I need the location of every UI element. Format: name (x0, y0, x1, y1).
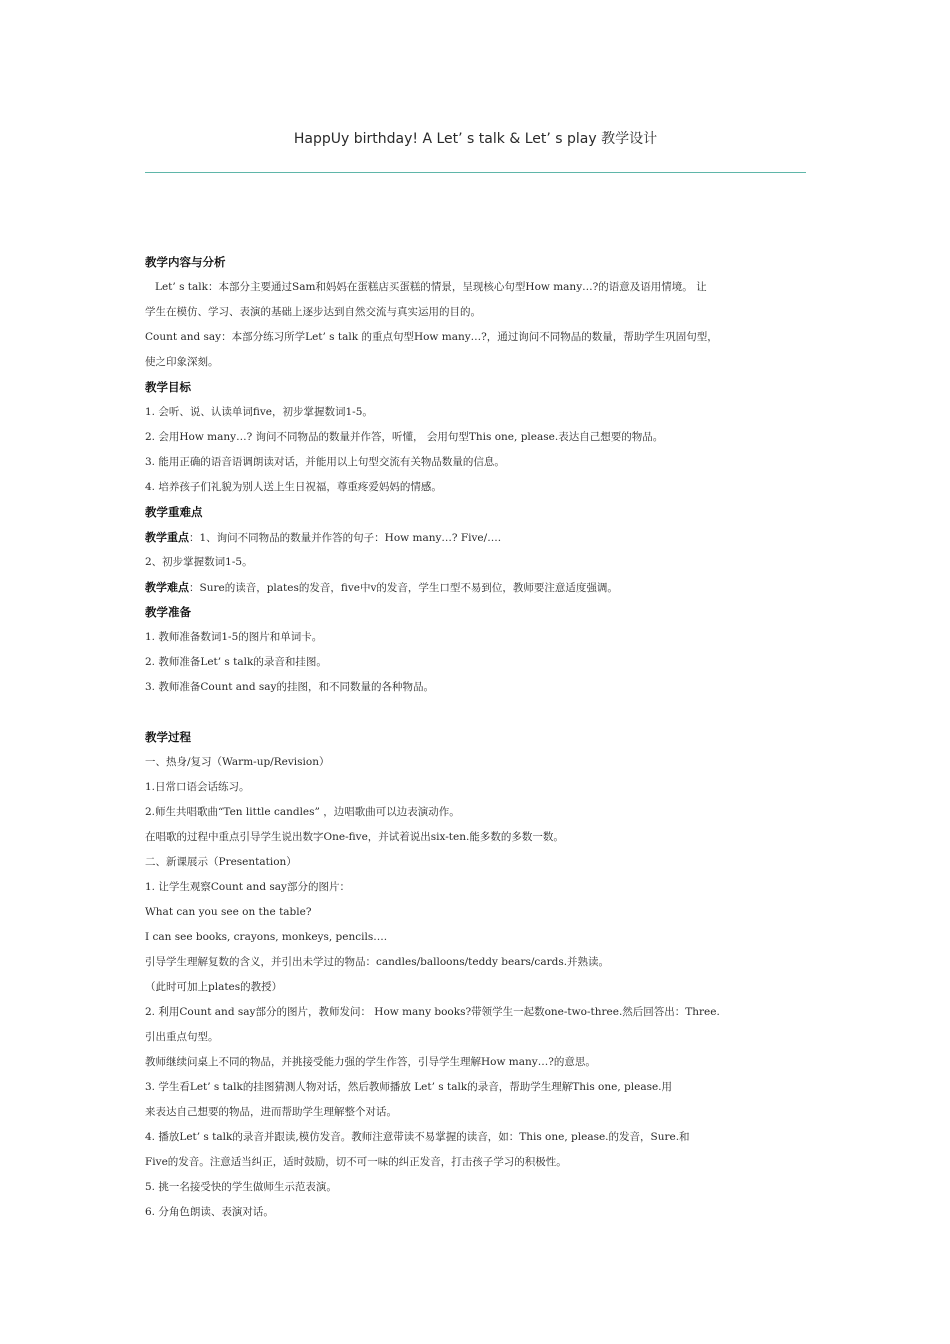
difficult-point-line (145, 575, 810, 600)
objective-item: 2. 会用How many…? 询问不同物品的数量并作答，听懂， 会用句型This one, please.表达自己想要的物品。 (145, 431, 664, 443)
preparation-item: 2. 教师准备Let’ s talk的录音和挂图。 (145, 656, 327, 668)
paragraph-line: 使之印象深刻。 (145, 356, 219, 368)
key-point-text: ：1、询问不同物品的数量并作答的句子：How many…? Five/…. (189, 532, 502, 544)
key-point-label: 教学重点 (145, 531, 189, 544)
key-point-line (145, 525, 810, 550)
objective-item: 1. 会听、说、认读单词five，初步掌握数词1-5。 (145, 406, 373, 418)
process-line: （此时可加上plates的教授） (145, 981, 283, 993)
paragraph-line: 学生在模仿、学习、表演的基础上逐步达到自然交流与真实运用的目的。 (145, 306, 481, 318)
process-line: 来表达自己想要的物品，进而帮助学生理解整个对话。 (145, 1106, 397, 1118)
process-line: 2. 利用Count and say部分的图片，教师发问： How many books?带领学生一起数one-two-three.然后回答出：Three. (145, 1006, 720, 1018)
process-line: Five的发音。注意适当纠正，适时鼓励，切不可一味的纠正发音，打击孩子学习的积极性。 (145, 1156, 567, 1168)
process-line: 引导学生理解复数的含义，并引出未学过的物品：candles/balloons/teddy bears/cards.并熟读。 (145, 956, 610, 968)
preparation-item: 1. 教师准备数词1-5的图片和单词卡。 (145, 631, 323, 643)
paragraph-line: Let’ s talk：本部分主要通过Sam和妈妈在蛋糕店买蛋糕的情景，呈现核心句型How many…?的语意及语用情境。 让 (155, 281, 707, 293)
process-line: 在唱歌的过程中重点引导学生说出数字One-five，并试着说出six-ten.能多数的多数一数。 (145, 831, 564, 843)
process-line: 一、热身/复习（Warm-up/Revision） (145, 756, 330, 768)
blank-line (145, 700, 810, 725)
process-line: 3. 学生看Let’ s talk的挂图猜测人物对话，然后教师播放 Let’ s talk的录音，帮助学生理解This one, please.用 (145, 1081, 673, 1093)
process-line: 5. 挑一名接受快的学生做师生示范表演。 (145, 1181, 337, 1193)
objective-item: 4. 培养孩子们礼貌为别人送上生日祝福，尊重疼爱妈妈的情感。 (145, 481, 442, 493)
process-line: 2.师生共唱歌曲“Ten little candles” ，边唱歌曲可以边表演动作。 (145, 806, 460, 818)
section-heading-preparation: 教学准备 (145, 605, 191, 619)
title-divider (145, 172, 806, 173)
process-line: 4. 播放Let’ s talk的录音并跟读,模仿发音。教师注意带读不易掌握的读音，如：This one, please.的发音，Sure.和 (145, 1131, 690, 1143)
process-line: 教师继续问桌上不同的物品，并挑接受能力强的学生作答，引导学生理解How many…?的意思。 (145, 1056, 596, 1068)
section-heading-objectives: 教学目标 (145, 380, 191, 394)
process-line: I can see books, crayons, monkeys, pencils…. (145, 931, 388, 943)
key-point-line-2: 2、初步掌握数词1-5。 (145, 556, 253, 568)
preparation-item: 3. 教师准备Count and say的挂图，和不同数量的各种物品。 (145, 681, 434, 693)
process-line: What can you see on the table? (145, 906, 312, 918)
paragraph-line: Count and say：本部分练习所学Let’ s talk 的重点句型How many…?，通过询问不同物品的数量，帮助学生巩固句型， (145, 331, 718, 343)
section-heading-process: 教学过程 (145, 730, 191, 744)
section-heading-key-points: 教学重难点 (145, 505, 203, 519)
document-title: HappUy birthday! A Let’ s talk & Let’ s play 教学设计 (293, 131, 658, 147)
difficult-point-label: 教学难点 (145, 581, 189, 594)
process-line: 二、新课展示（Presentation） (145, 856, 297, 868)
section-heading-content-analysis: 教学内容与分析 (145, 255, 226, 269)
document-body (145, 250, 810, 1225)
process-line: 引出重点句型。 (145, 1031, 219, 1043)
process-line: 1.日常口语会话练习。 (145, 781, 250, 793)
process-line: 1. 让学生观察Count and say部分的图片： (145, 881, 350, 893)
process-line: 6. 分角色朗读、表演对话。 (145, 1206, 274, 1218)
difficult-point-text: ：Sure的读音，plates的发音，five中v的发音，学生口型不易到位，教师要注意适度强调。 (189, 582, 618, 594)
objective-item: 3. 能用正确的语音语调朗读对话，并能用以上句型交流有关物品数量的信息。 (145, 456, 505, 468)
